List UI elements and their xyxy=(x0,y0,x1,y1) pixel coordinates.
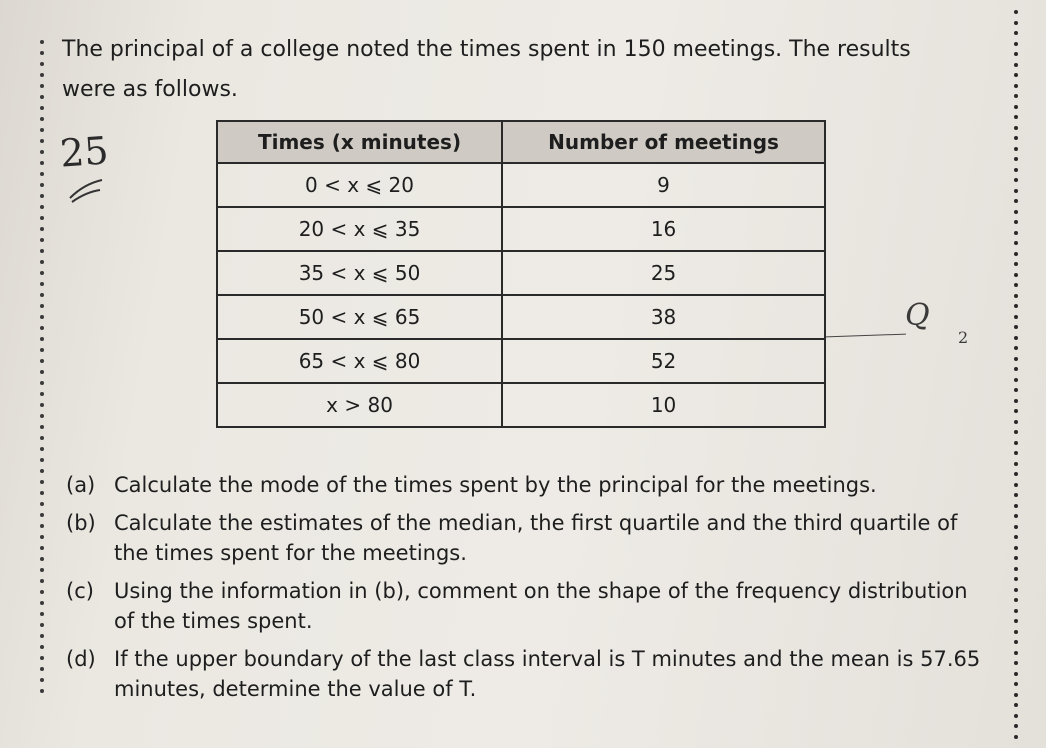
binder-hole xyxy=(40,414,44,418)
header-times: Times (x minutes) xyxy=(217,121,502,163)
binder-hole xyxy=(1014,672,1018,676)
binder-hole xyxy=(1014,472,1018,476)
binder-hole xyxy=(1014,462,1018,466)
question-text: Calculate the mode of the times spent by the principal for the meetings. xyxy=(114,473,877,497)
binder-hole xyxy=(40,315,44,319)
binder-hole xyxy=(40,667,44,671)
binder-hole xyxy=(1014,493,1018,497)
binder-hole xyxy=(40,161,44,165)
binder-hole xyxy=(40,568,44,572)
binder-hole xyxy=(1014,31,1018,35)
binder-hole xyxy=(1014,588,1018,592)
binder-hole xyxy=(40,645,44,649)
question-c xyxy=(66,576,986,636)
meeting-times-table xyxy=(216,120,826,428)
binder-hole xyxy=(1014,388,1018,392)
binder-hole xyxy=(1014,724,1018,728)
binder-hole xyxy=(40,238,44,242)
question-d xyxy=(66,644,986,704)
binder-hole xyxy=(40,216,44,220)
binder-hole xyxy=(1014,661,1018,665)
table-row xyxy=(217,207,825,251)
binder-hole xyxy=(1014,63,1018,67)
binder-hole xyxy=(40,546,44,550)
binder-hole xyxy=(40,502,44,506)
binder-hole xyxy=(1014,346,1018,350)
table-row xyxy=(217,339,825,383)
table-row xyxy=(217,251,825,295)
cell-time: 35 < x ⩽ 50 xyxy=(217,251,502,295)
binder-hole xyxy=(1014,714,1018,718)
binder-hole xyxy=(1014,357,1018,361)
binder-hole xyxy=(40,150,44,154)
binder-hole xyxy=(40,678,44,682)
binder-hole xyxy=(40,106,44,110)
question-a xyxy=(66,470,986,500)
table-row xyxy=(217,163,825,207)
binder-hole xyxy=(40,73,44,77)
binder-hole xyxy=(40,183,44,187)
binder-hole xyxy=(40,535,44,539)
question-label: (b) xyxy=(66,511,96,535)
binder-hole xyxy=(1014,399,1018,403)
binder-hole xyxy=(40,634,44,638)
binder-hole xyxy=(40,436,44,440)
binder-hole xyxy=(1014,577,1018,581)
question-list xyxy=(66,470,986,712)
binder-hole xyxy=(40,513,44,517)
binder-hole xyxy=(40,359,44,363)
binder-hole xyxy=(1014,10,1018,14)
question-label: (d) xyxy=(66,647,96,671)
binder-hole xyxy=(1014,682,1018,686)
binder-hole xyxy=(1014,336,1018,340)
binder-hole xyxy=(40,447,44,451)
binder-hole xyxy=(1014,556,1018,560)
binder-hole xyxy=(40,172,44,176)
binder-hole xyxy=(1014,252,1018,256)
binder-hole xyxy=(40,304,44,308)
binder-hole xyxy=(40,370,44,374)
binder-hole xyxy=(1014,52,1018,56)
binder-hole xyxy=(40,612,44,616)
table-row xyxy=(217,295,825,339)
binder-hole xyxy=(1014,451,1018,455)
binder-hole xyxy=(1014,315,1018,319)
question-b xyxy=(66,508,986,568)
question-text: Calculate the estimates of the median, the first quartile and the third quartile of the times spent for the meetings. xyxy=(114,511,958,565)
question-text: If the upper boundary of the last class interval is T minutes and the mean is 57.65 minutes, determine the value of T. xyxy=(114,647,981,701)
binder-hole xyxy=(1014,178,1018,182)
binder-hole xyxy=(40,249,44,253)
binder-hole xyxy=(40,326,44,330)
handwritten-q-subscript: 2 xyxy=(958,328,969,347)
binder-hole xyxy=(1014,94,1018,98)
binder-hole xyxy=(40,205,44,209)
binder-hole xyxy=(1014,546,1018,550)
binder-hole xyxy=(40,579,44,583)
cell-count: 25 xyxy=(502,251,825,295)
binder-hole xyxy=(1014,199,1018,203)
cell-count: 16 xyxy=(502,207,825,251)
binder-hole xyxy=(40,601,44,605)
intro-line-2: were as follows. xyxy=(62,77,238,102)
binder-hole xyxy=(40,689,44,693)
binder-hole xyxy=(40,128,44,132)
binder-hole xyxy=(1014,609,1018,613)
binder-hole xyxy=(1014,273,1018,277)
binder-hole xyxy=(40,469,44,473)
binder-hole xyxy=(40,491,44,495)
binder-hole xyxy=(1014,514,1018,518)
question-label: (c) xyxy=(66,579,94,603)
binder-hole xyxy=(40,62,44,66)
binder-hole xyxy=(1014,84,1018,88)
binder-hole xyxy=(1014,735,1018,739)
binder-hole xyxy=(1014,378,1018,382)
binder-hole xyxy=(1014,651,1018,655)
binder-hole xyxy=(1014,367,1018,371)
binder-hole xyxy=(1014,630,1018,634)
binder-hole xyxy=(1014,168,1018,172)
binder-hole xyxy=(40,425,44,429)
binder-hole xyxy=(40,590,44,594)
table-header-row xyxy=(217,121,825,163)
binder-hole xyxy=(1014,598,1018,602)
binder-hole xyxy=(1014,21,1018,25)
binder-hole xyxy=(40,84,44,88)
binder-hole xyxy=(40,282,44,286)
binder-hole xyxy=(40,381,44,385)
binder-hole xyxy=(1014,430,1018,434)
binder-hole xyxy=(40,524,44,528)
binder-hole xyxy=(1014,283,1018,287)
binder-hole xyxy=(1014,294,1018,298)
binder-hole xyxy=(40,51,44,55)
binder-hole xyxy=(40,557,44,561)
binder-hole xyxy=(1014,73,1018,77)
binder-holes-left xyxy=(18,40,58,740)
binder-hole xyxy=(1014,567,1018,571)
cell-time: 0 < x ⩽ 20 xyxy=(217,163,502,207)
cell-count: 9 xyxy=(502,163,825,207)
binder-hole xyxy=(40,348,44,352)
binder-hole xyxy=(40,139,44,143)
binder-hole xyxy=(1014,304,1018,308)
binder-hole xyxy=(1014,147,1018,151)
intro-text xyxy=(62,30,1002,110)
binder-hole xyxy=(1014,210,1018,214)
binder-hole xyxy=(40,458,44,462)
handwritten-q: Q xyxy=(905,298,930,333)
binder-hole xyxy=(40,656,44,660)
binder-hole xyxy=(40,271,44,275)
binder-hole xyxy=(1014,619,1018,623)
binder-hole xyxy=(40,194,44,198)
binder-hole xyxy=(1014,525,1018,529)
binder-hole xyxy=(1014,126,1018,130)
binder-hole xyxy=(40,260,44,264)
question-label: (a) xyxy=(66,473,96,497)
binder-hole xyxy=(1014,409,1018,413)
binder-hole xyxy=(1014,241,1018,245)
binder-hole xyxy=(40,117,44,121)
binder-hole xyxy=(40,337,44,341)
binder-hole xyxy=(1014,693,1018,697)
binder-hole xyxy=(1014,231,1018,235)
cell-time: 65 < x ⩽ 80 xyxy=(217,339,502,383)
binder-hole xyxy=(1014,220,1018,224)
binder-hole xyxy=(1014,115,1018,119)
binder-holes-right xyxy=(1006,0,1026,748)
cell-time: x > 80 xyxy=(217,383,502,427)
cell-time: 50 < x ⩽ 65 xyxy=(217,295,502,339)
binder-hole xyxy=(40,40,44,44)
binder-hole xyxy=(40,293,44,297)
cell-count: 10 xyxy=(502,383,825,427)
binder-hole xyxy=(40,95,44,99)
cell-count: 38 xyxy=(502,295,825,339)
binder-hole xyxy=(1014,262,1018,266)
binder-hole xyxy=(40,623,44,627)
binder-hole xyxy=(40,480,44,484)
binder-hole xyxy=(1014,420,1018,424)
question-text: Using the information in (b), comment on the shape of the frequency distribution of the times spent. xyxy=(114,579,968,633)
binder-hole xyxy=(1014,105,1018,109)
binder-hole xyxy=(1014,136,1018,140)
cell-time: 20 < x ⩽ 35 xyxy=(217,207,502,251)
binder-hole xyxy=(1014,504,1018,508)
binder-hole xyxy=(1014,640,1018,644)
binder-hole xyxy=(40,403,44,407)
binder-hole xyxy=(1014,703,1018,707)
intro-line-1: The principal of a college noted the times spent in 150 meetings. The results xyxy=(62,37,911,62)
header-count: Number of meetings xyxy=(502,121,825,163)
table-row xyxy=(217,383,825,427)
binder-hole xyxy=(1014,535,1018,539)
binder-hole xyxy=(40,227,44,231)
handwritten-scribble xyxy=(66,176,106,206)
binder-hole xyxy=(1014,325,1018,329)
binder-hole xyxy=(1014,42,1018,46)
binder-hole xyxy=(1014,157,1018,161)
binder-hole xyxy=(1014,189,1018,193)
binder-hole xyxy=(1014,441,1018,445)
binder-hole xyxy=(40,392,44,396)
cell-count: 52 xyxy=(502,339,825,383)
binder-hole xyxy=(1014,483,1018,487)
handwritten-25: 25 xyxy=(58,128,110,176)
